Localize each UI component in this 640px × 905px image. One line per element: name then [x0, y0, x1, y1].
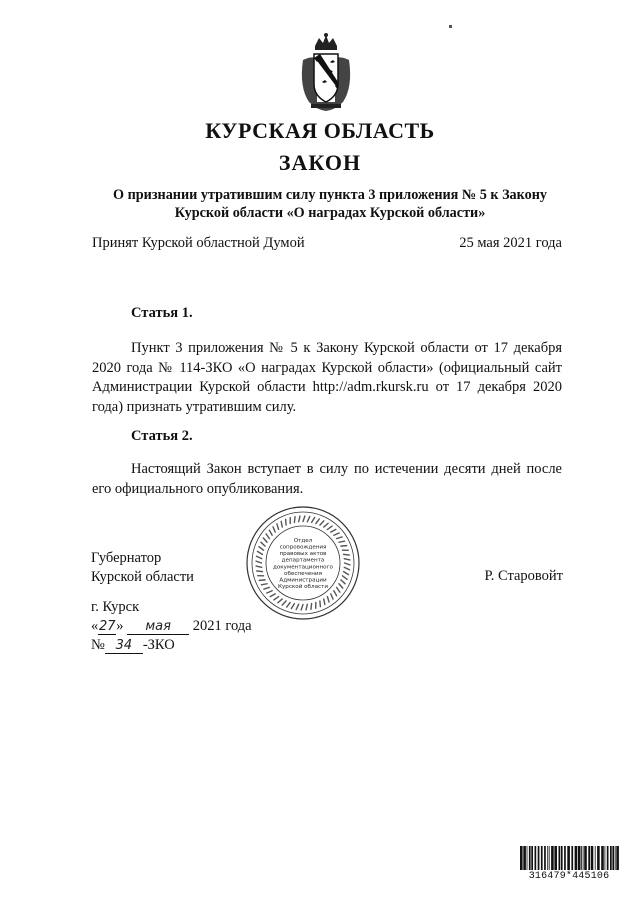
barcode	[519, 846, 619, 882]
stamp-ring-mark	[266, 534, 269, 539]
barcode-bar	[551, 846, 554, 870]
barcode-bar	[584, 846, 587, 870]
barcode-bar	[535, 846, 537, 870]
stamp-ring-mark	[331, 594, 333, 599]
article-2-title: Статья 2.	[131, 428, 193, 444]
stamp-ring-mark	[256, 561, 261, 563]
stamp-ring-mark	[327, 597, 329, 603]
stamp-ring-mark	[341, 546, 347, 547]
barcode-bar	[523, 846, 526, 870]
scan-speck	[449, 25, 452, 28]
document-type-heading: ЗАКОН	[278, 150, 362, 175]
stamp-ring-mark	[257, 571, 263, 572]
stamp-text-line: сопровождения	[279, 544, 327, 551]
stamp-ring-mark	[316, 519, 319, 524]
stamp-ring-mark	[278, 599, 282, 603]
barcode-bar	[616, 846, 619, 870]
stamp-ring-mark	[257, 551, 262, 554]
adopted-by: Принят Курской областной Думой	[92, 235, 305, 251]
stamp-ring-mark	[337, 537, 343, 539]
stamp-ring-mark	[269, 530, 272, 535]
barcode-bar	[527, 846, 528, 870]
stamp-text-line: Курской области	[278, 584, 328, 591]
barcode-bar	[605, 846, 606, 870]
stamp-ring-mark	[334, 533, 339, 535]
barcode-bar	[612, 846, 614, 870]
barcode-bar	[591, 846, 594, 870]
law-number-suffix: -ЗКО	[142, 637, 175, 653]
barcode-bar	[607, 846, 609, 870]
barcode-bar	[547, 846, 548, 870]
stamp-ring-mark	[263, 538, 267, 542]
barcode-bar	[549, 846, 550, 870]
stamp-ring-mark	[256, 566, 262, 567]
stamp-ring-mark	[306, 604, 307, 610]
barcode-number: 316479*445106	[528, 871, 610, 882]
barcode-bar	[578, 846, 581, 870]
stamp-ring-mark	[344, 567, 349, 569]
stamp-text-line: правовых актов	[279, 551, 327, 558]
stamp-ring-mark	[324, 523, 328, 527]
stamp-ring-mark	[341, 580, 345, 584]
official-stamp	[243, 503, 363, 623]
stamp-ring-mark	[324, 599, 325, 605]
stamp-ring-mark	[331, 529, 336, 532]
barcode-bar	[538, 846, 540, 870]
signing-date-line	[91, 617, 252, 636]
signatory-title	[91, 549, 194, 587]
adoption-date: 25 мая 2021 года	[459, 235, 562, 251]
stamp-ring-mark	[261, 542, 265, 546]
law-number-line	[91, 636, 175, 655]
stamp-ring-mark	[273, 527, 275, 532]
region-heading: КУРСКАЯ ОБЛАСТЬ	[205, 118, 435, 143]
barcode-bar	[564, 846, 566, 870]
stamp-ring-mark	[261, 584, 267, 585]
barcode-bar	[571, 846, 573, 870]
signatory-name: Р. Старовойт	[484, 568, 563, 584]
stamp-text-line: документационного	[273, 564, 333, 571]
barcode-bar	[554, 846, 557, 870]
stamp-ring-mark	[345, 563, 350, 565]
number-sign: №	[91, 637, 105, 653]
stamp-ring-mark	[286, 519, 287, 525]
stamp-ring-mark	[320, 601, 321, 607]
barcode-bar	[588, 846, 590, 870]
barcode-bar	[544, 846, 546, 870]
stamp-ring-mark	[311, 604, 312, 610]
signatory-title-line-1: Губернатор	[91, 550, 162, 566]
stamp-ring-mark	[291, 604, 294, 609]
stamp-ring-mark	[344, 554, 350, 555]
barcode-bar	[529, 846, 531, 870]
stamp-ring-mark	[301, 605, 303, 610]
barcode-bar	[559, 846, 561, 870]
stamp-ring-mark	[307, 516, 309, 521]
stamp-ring-mark	[334, 591, 337, 596]
barcode-bar	[597, 846, 600, 870]
barcode-bar	[610, 846, 612, 870]
stamp-ring-mark	[303, 516, 305, 521]
barcode-bar	[567, 846, 570, 870]
stamp-ring-mark	[259, 547, 264, 550]
barcode-bar	[601, 846, 604, 870]
stamp-ring-mark	[274, 597, 279, 600]
stamp-ring-mark	[264, 587, 270, 589]
stamp-ring-mark	[256, 556, 261, 558]
stamp-ring-mark	[312, 517, 315, 522]
stamp-ring-mark	[344, 572, 349, 575]
stamp-ring-mark	[267, 591, 272, 593]
stamp-ring-mark	[287, 602, 290, 607]
stamp-ring-mark	[337, 587, 340, 592]
signing-city: г. Курск	[91, 599, 140, 615]
stamp-ring-mark	[281, 521, 282, 527]
stamp-ring-mark	[270, 594, 275, 597]
signatory-title-line-2: Курской области	[91, 569, 194, 585]
stamp-text-line: обеспечения	[284, 570, 322, 577]
law-number: 34	[105, 639, 143, 654]
barcode-bars-icon	[519, 846, 619, 870]
barcode-bar	[541, 846, 543, 870]
barcode-bar	[581, 846, 582, 870]
stamp-ring-mark	[344, 559, 350, 560]
article-1-title: Статья 1.	[131, 305, 193, 321]
barcode-bar	[583, 846, 584, 870]
barcode-bar	[561, 846, 563, 870]
barcode-bar	[595, 846, 596, 870]
stamp-ring-mark	[339, 584, 343, 588]
barcode-bar	[615, 846, 616, 870]
stamp-ring-mark	[342, 576, 347, 579]
signing-year: 2021 года	[192, 618, 252, 634]
stamp-ring-mark	[259, 580, 265, 581]
stamp-text-line: Отдел	[293, 537, 313, 544]
stamp-ring-mark	[296, 604, 298, 609]
barcode-bar	[575, 846, 578, 870]
stamp-text-line: департамента	[281, 557, 325, 564]
stamp-text-line: Администрации	[279, 577, 327, 584]
article-2-text: Настоящий Закон вступает в силу по истечении десяти дней после его официального опубликования.	[92, 461, 562, 497]
stamp-ring-mark	[282, 601, 286, 605]
date-close-quote: »	[116, 618, 124, 634]
coat-of-arms-icon	[295, 32, 357, 114]
stamp-ring-mark	[277, 524, 279, 530]
barcode-bar	[531, 846, 533, 870]
stamp-ring-mark	[294, 517, 295, 523]
signing-month: мая	[127, 620, 189, 635]
stamp-ring-mark	[339, 541, 345, 542]
barcode-bar	[520, 846, 523, 870]
date-open-quote: «	[91, 618, 99, 634]
signing-day: 27	[98, 619, 116, 634]
law-subtitle: О признании утратившим силу пункта 3 приложения № 5 к Закону Курской области «О наградах Курской области»	[113, 187, 547, 221]
stamp-ring-mark	[327, 526, 332, 529]
stamp-ring-mark	[320, 521, 324, 525]
article-1-text: Пункт 3 приложения № 5 к Закону Курской области от 17 декабря 2020 года № 114-ЗКО «О наградах Курской области» (официальный сайт Администрации Курской области http://adm.rkursk.ru от 17 декабря 2020 года) признать утратившим силу.	[92, 340, 562, 415]
stamp-ring-mark	[299, 516, 300, 522]
